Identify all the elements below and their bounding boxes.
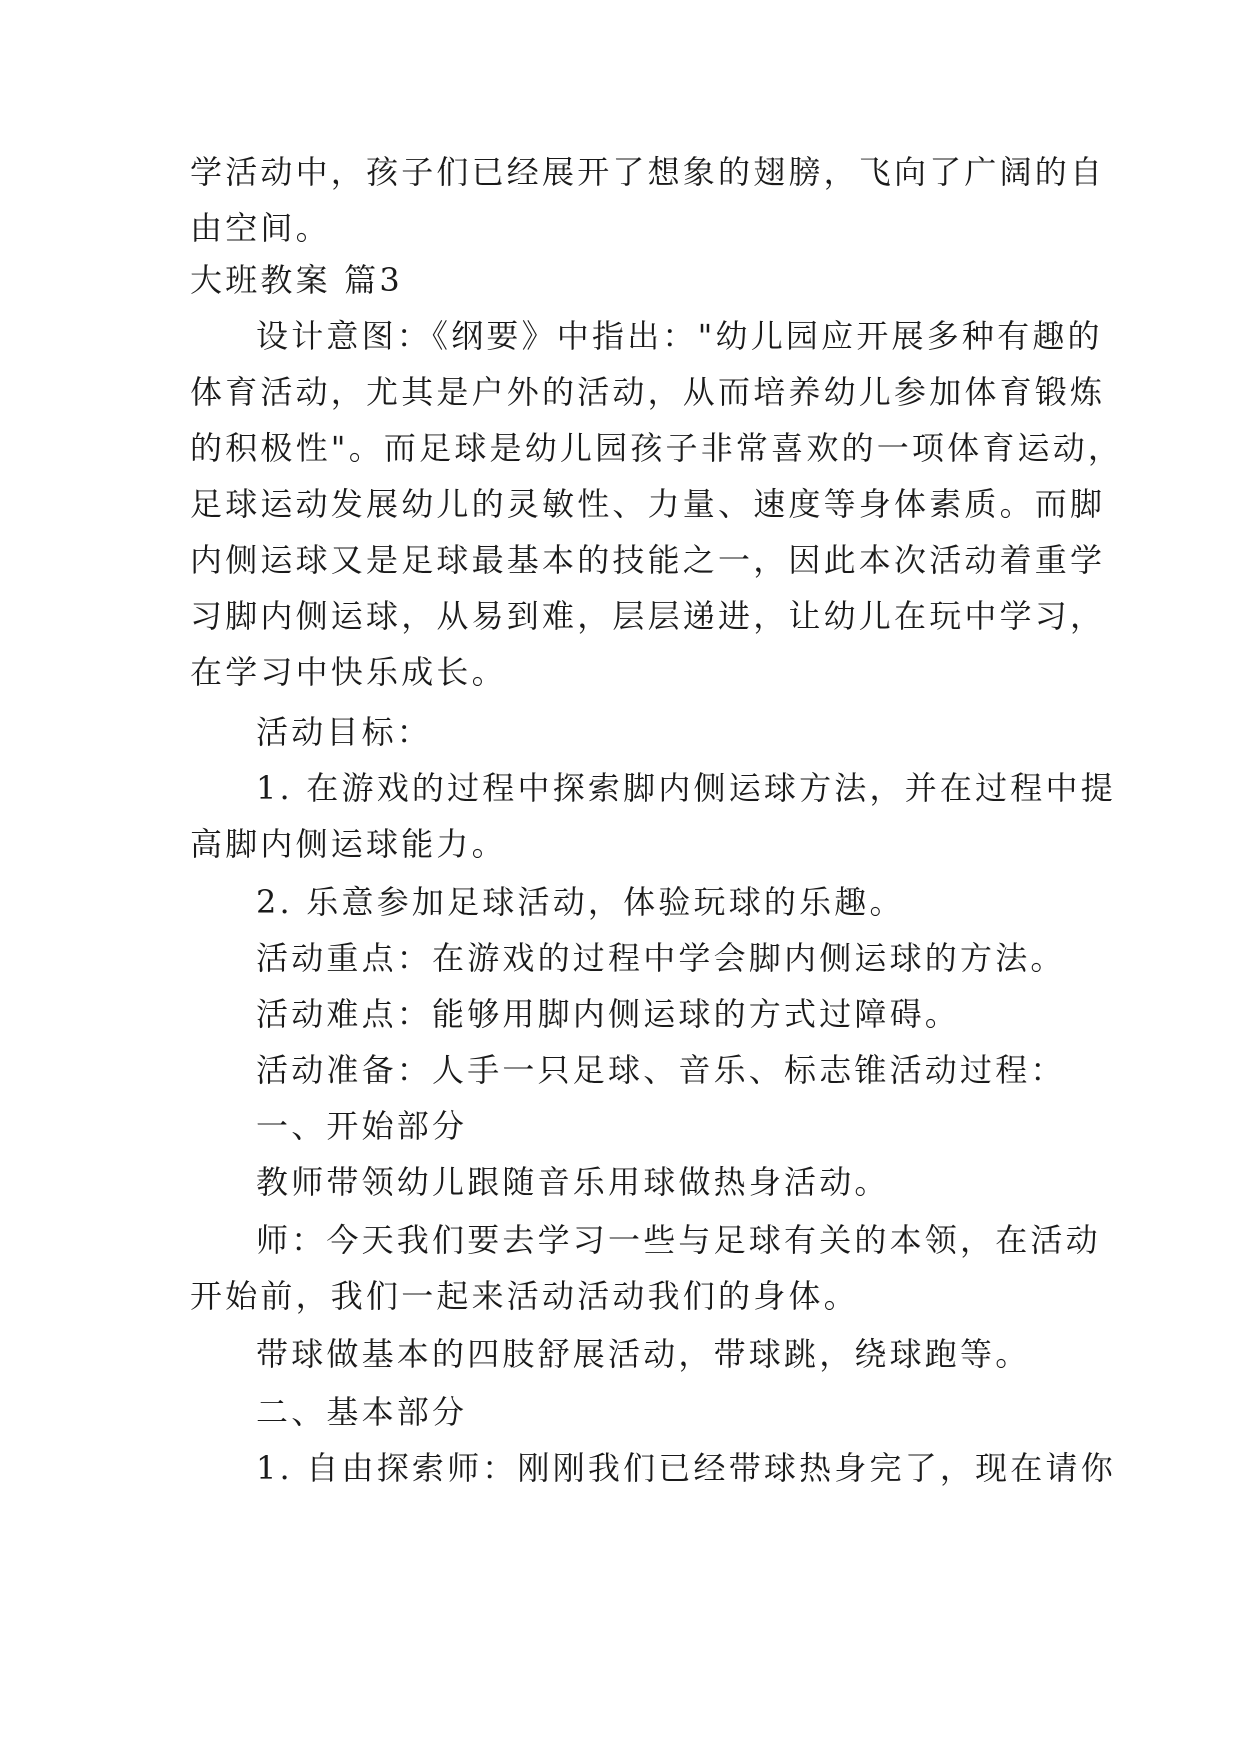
text-line: 高脚内侧运球能力。 [190,825,507,863]
text-line: 的积极性"。而足球是幼儿园孩子非常喜欢的一项体育运动， [190,429,1124,467]
text-line: 活动目标： [256,713,433,751]
text-line: 设计意图：《纲要》中指出："幼儿园应开展多种有趣的 [256,317,1103,355]
text-line: 一、开始部分 [256,1107,468,1145]
text-line: 在学习中快乐成长。 [190,653,507,691]
text-line: 开始前，我们一起来活动活动我们的身体。 [190,1277,859,1315]
text-line: 活动准备：人手一只足球、音乐、标志锥活动过程： [256,1051,1066,1089]
text-line: 教师带领幼儿跟随音乐用球做热身活动。 [256,1163,890,1201]
section-heading: 大班教案 篇3 [190,261,403,299]
text-line: 由空间。 [190,209,331,247]
text-line: 内侧运球又是足球最基本的技能之一，因此本次活动着重学 [190,541,1106,579]
text-line: 1. 自由探索师：刚刚我们已经带球热身完了，现在请你 [256,1449,1116,1487]
text-line: 活动重点：在游戏的过程中学会脚内侧运球的方法。 [256,939,1066,977]
text-line: 带球做基本的四肢舒展活动，带球跳，绕球跑等。 [256,1335,1031,1373]
text-line: 足球运动发展幼儿的灵敏性、力量、速度等身体素质。而脚 [190,485,1106,523]
text-line: 二、基本部分 [256,1393,468,1431]
text-line: 活动难点：能够用脚内侧运球的方式过障碍。 [256,995,961,1033]
text-line: 体育活动，尤其是户外的活动，从而培养幼儿参加体育锻炼 [190,373,1106,411]
text-line: 师：今天我们要去学习一些与足球有关的本领，在活动 [256,1221,1101,1259]
text-line: 习脚内侧运球，从易到难，层层递进，让幼儿在玩中学习， [190,597,1106,635]
text-line: 学活动中，孩子们已经展开了想象的翅膀，飞向了广阔的自 [190,153,1106,191]
text-line: 1. 在游戏的过程中探索脚内侧运球方法，并在过程中提 [256,769,1116,807]
text-line: 2. 乐意参加足球活动，体验玩球的乐趣。 [256,883,905,921]
